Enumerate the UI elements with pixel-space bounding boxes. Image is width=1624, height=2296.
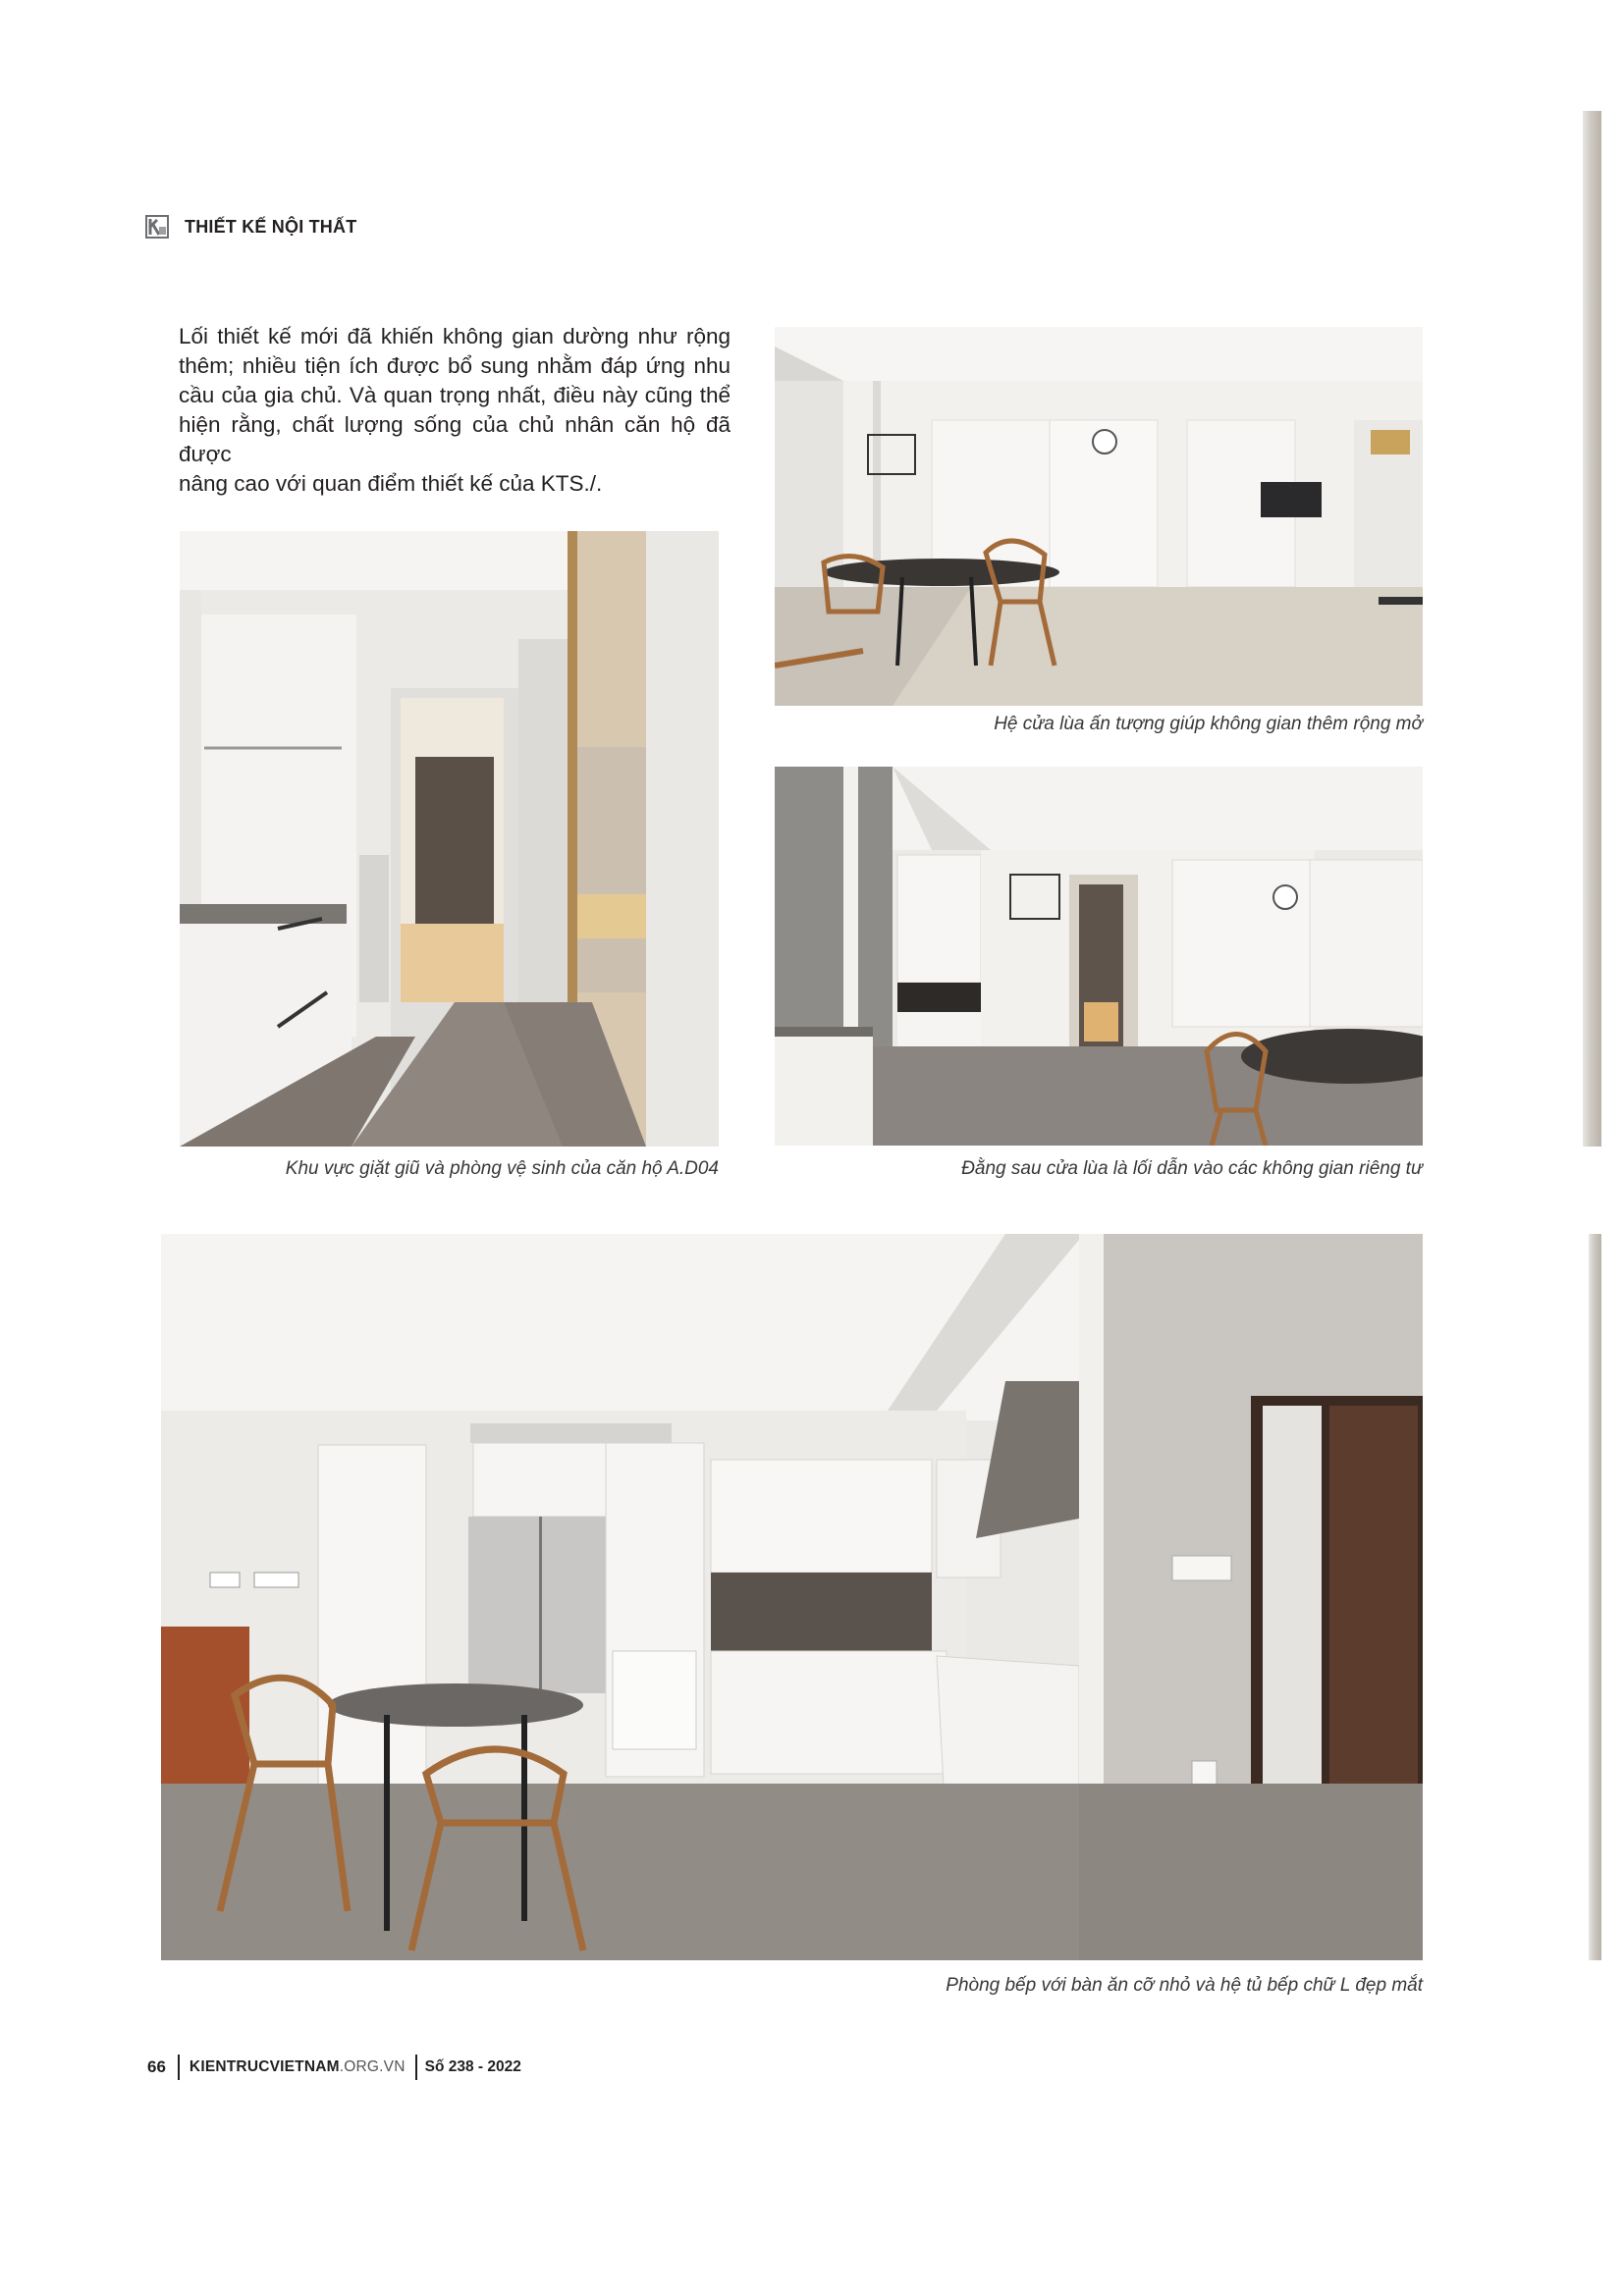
intro-line: hiện rằng, chất lượng sống của chủ nhân căn hộ đã được xyxy=(179,412,731,466)
page-footer xyxy=(147,2055,521,2080)
footer-site xyxy=(180,2058,415,2076)
footer-site-bold: KIENTRUCVIETNAM xyxy=(189,2058,340,2075)
footer-issue: Số 238 - 2022 xyxy=(424,2058,521,2075)
caption-laundry-area: Khu vực giặt giũ và phòng vệ sinh của căn hộ A.D04 xyxy=(285,1158,719,1179)
footer-site-light: .ORG.VN xyxy=(339,2058,406,2075)
intro-line: Lối thiết kế mới đã khiến không gian dường như rộng xyxy=(179,324,731,348)
intro-line: nâng cao với quan điểm thiết kế của KTS./. xyxy=(179,471,603,496)
page-number: 66 xyxy=(147,2057,166,2076)
caption-private-corridor: Đằng sau cửa lùa là lối dẫn vào các không gian riêng tư xyxy=(961,1158,1423,1179)
photo-kitchen xyxy=(161,1234,1423,1960)
adjacent-page-edge xyxy=(1583,111,1601,1147)
photo-private-corridor xyxy=(775,767,1423,1146)
intro-line: thêm; nhiều tiện ích được bổ sung nhằm đáp ứng nhu xyxy=(179,353,731,378)
caption-sliding-doors: Hệ cửa lùa ấn tượng giúp không gian thêm rộng mở xyxy=(994,714,1423,734)
photo-sliding-doors xyxy=(775,327,1423,706)
caption-kitchen: Phòng bếp với bàn ăn cỡ nhỏ và hệ tủ bếp chữ L đẹp mắt xyxy=(946,1975,1423,1996)
intro-paragraph xyxy=(179,322,731,499)
section-title: THIẾT KẾ NỘI THẤT xyxy=(185,217,357,237)
kt-logo-icon xyxy=(145,215,169,239)
photo-laundry-area xyxy=(180,531,719,1147)
intro-line: cầu của gia chủ. Và quan trọng nhất, điều này cũng thể xyxy=(179,383,731,407)
adjacent-page-edge xyxy=(1589,1234,1601,1960)
